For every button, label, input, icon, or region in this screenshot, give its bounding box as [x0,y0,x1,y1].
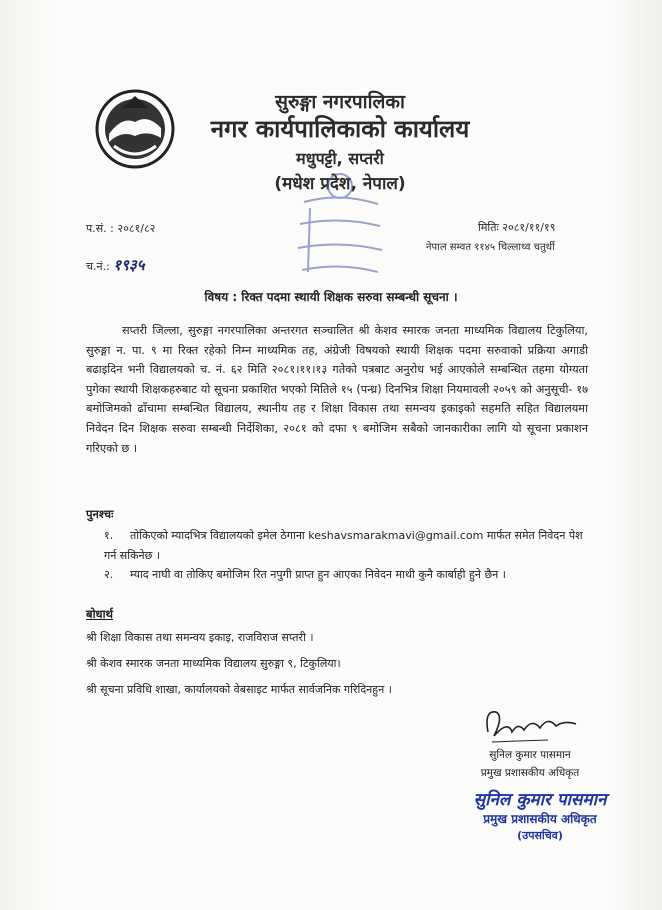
office-seal-stamp [280,168,400,288]
bodharth-item: श्री सूचना प्रविधि शाखा, कार्यालयको वेबसाइट मार्फत सार्वजनिक गरिदिनहुन । [86,683,392,696]
postscript-item [104,565,584,585]
bodharth-item: श्री शिक्षा विकास तथा समन्वय इकाइ, राजविराज सप्तरी । [86,631,314,644]
bodharth-label: बोधार्थ [86,607,113,621]
office-name: नगर कार्यपालिकाको कार्यालय [210,115,470,143]
office-location: मधुपट्टी, सप्तरी [296,149,384,168]
letter-date: मितिः २०८१/११/१९ [478,221,556,234]
notice-body-text: सप्तरी जिल्ला, सुरुङ्गा नगरपालिका अन्तरगत सञ्चालित श्री केशव स्मारक जनता माध्यमिक विद्यालय टिकुलिया, सुरुङ्गा न. पा. ९ मा रिक्त रहेको निम्न माध्यमिक तह, अंग्रेजी विषयको स्थायी शिक्षक पदमा सरुवाको प्रक्रिया अगाडी बढाइदिन भनी विद्यालयको च. नं. ६२ मिति २०८१।११।१३ गतेको पत्रबाट अनुरोध भई आएकोले सम्बन्धित तहमा योग्यता पुगेका स्थायी शिक्षकहरुबाट यो सूचना प्रकाशित भएको मितिले १५ (पन्ध्र) दिनभित्र शिक्षा नियमावली २०५९ को अनुसूची- १७ बमोजिमको ढाँचामा सम्बन्धित विद्यालय, स्थानीय तह र शिक्षा विकास तथा समन्वय इकाइको सहमति सहित विद्यालयमा निवेदन दिन शिक्षक सरुवा सम्बन्धी निर्देशिका, २०८१ को दफा ९ बमोजिम सबैको जानकारीका लागि यो सूचना प्रकाशन गरिएको छ । [86,324,588,455]
notice-body [86,321,588,458]
signatory-name: सुनिल कुमार पासमान [489,749,571,761]
postscript-item-text: तोकिएको म्यादभित्र विद्यालयको इमेल ठेगाना keshavsmarakmavi@gmail.com मार्फत समेत निवेदन पेश गर्न सकिनेछ । [104,529,583,562]
postscript-item [104,526,584,566]
postscript-item-number: २. [104,568,114,581]
postscript-item-number: १. [104,529,114,542]
official-stamp-name: सुनिल कुमार पासमान [473,790,607,810]
postscript-item-text: म्याद नाघी वा तोकिए बमोजिम रित नपुगी प्राप्त हुन आएका निवेदन माथी कुनै कार्बाही हुने छैन । [130,568,506,581]
province-name: (मधेश प्रदेश, नेपाल) [274,174,406,194]
official-stamp-subtitle: (उपसचिव) [517,829,563,842]
handwritten-signature [478,702,588,748]
signatory-title: प्रमुख प्रशासकीय अधिकृत [480,767,580,779]
postscript-label: पुनश्चः [86,507,114,521]
official-stamp-title: प्रमुख प्रशासकीय अधिकृत [483,812,597,826]
bodharth-item: श्री केशव स्मारक जनता माध्यमिक विद्यालय सुरुङ्गा ९, टिकुलिया। [86,657,341,670]
dispatch-number-label: च.नं.: [86,260,110,273]
reference-number: प.सं. : २०८१/८२ [86,222,156,235]
municipality-name: सुरुङ्गा नगरपालिका [275,91,405,113]
subject-line: विषय : रिक्त पदमा स्थायी शिक्षक सरुवा सम्बन्धी सूचना । [204,290,458,304]
dispatch-number [86,255,145,275]
nepal-emblem-logo [92,86,178,172]
dispatch-number-value: १९३५ [113,256,145,274]
nepal-samvat-date: नेपाल सम्वत ११४५ चिल्लाथ्व चतुर्थी [426,242,555,253]
